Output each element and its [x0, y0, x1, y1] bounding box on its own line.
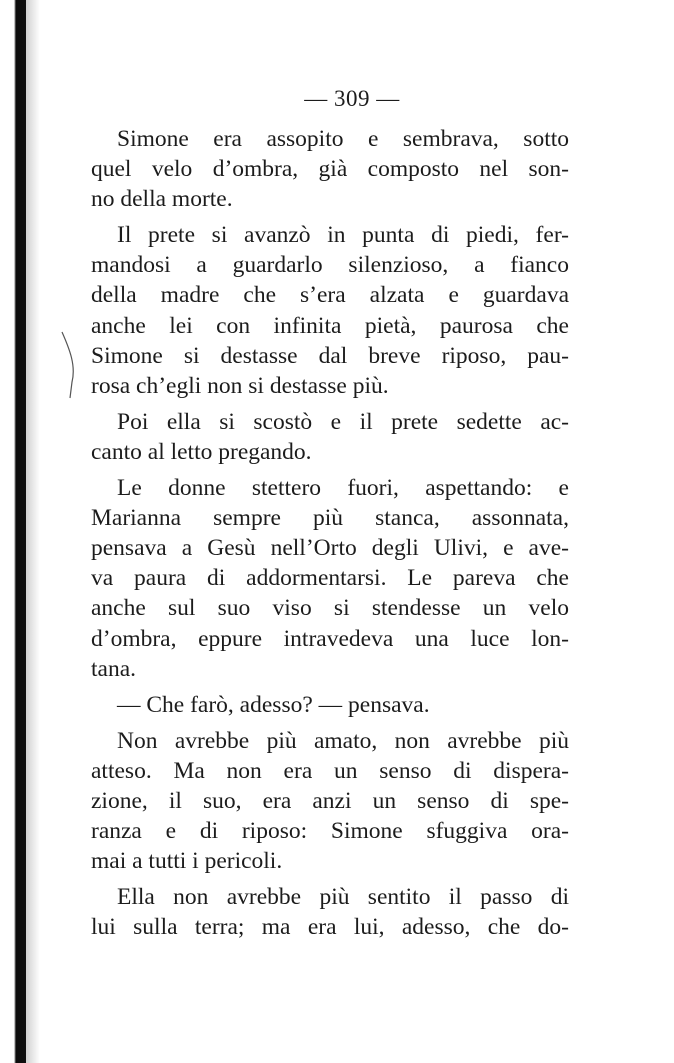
text-line: va paura di addormentarsi. Le pareva che — [91, 565, 569, 592]
book-spine-shadow — [0, 0, 26, 1063]
paragraph-2 — [91, 220, 569, 401]
text-line: quel velo d’ombra, già composto nel son- — [91, 156, 569, 183]
text-line: — Che farò, adesso? — pensava. — [117, 691, 430, 718]
text-line: pensava a Gesù nell’Orto degli Ulivi, e ave- — [91, 535, 569, 562]
paragraph-3 — [91, 407, 569, 467]
page-number: — 309 — — [304, 86, 400, 111]
text-line: Ella non avrebbe più sentito il passo di — [117, 884, 569, 911]
margin-pencil-mark — [60, 330, 80, 400]
text-line: mai a tutti i pericoli. — [91, 848, 283, 875]
text-line: ranza e di riposo: Simone sfuggiva ora- — [91, 818, 569, 845]
text-line: Simone si destasse dal breve riposo, pau- — [91, 342, 569, 369]
text-line: Poi ella si scostò e il prete sedette ac- — [117, 408, 569, 435]
text-line: della madre che s’era alzata e guardava — [91, 282, 569, 309]
gutter-shading — [26, 0, 40, 1063]
text-line: Marianna sempre più stanca, assonnata, — [91, 505, 569, 532]
text-line: lui sulla terra; ma era lui, adesso, che do- — [91, 914, 569, 941]
paragraph-5 — [91, 690, 569, 720]
text-line: canto al letto pregando. — [91, 438, 312, 465]
text-line: rosa ch’egli non si destasse più. — [91, 372, 389, 399]
text-line: Simone era assopito e sembrava, sotto — [117, 126, 569, 152]
paragraph-1 — [91, 124, 569, 214]
text-line: zione, il suo, era anzi un senso di spe- — [91, 787, 569, 814]
paragraph-7 — [91, 882, 569, 942]
paragraph-4 — [91, 473, 569, 684]
text-line: anche lei con infinita pietà, paurosa che — [91, 312, 569, 339]
paragraph-6 — [91, 726, 569, 876]
text-line: tana. — [91, 655, 137, 682]
body-text — [91, 124, 569, 942]
text-line: no della morte. — [91, 186, 233, 213]
text-line: anche sul suo viso si stendesse un velo — [91, 595, 569, 622]
text-line: atteso. Ma non era un senso di dispera- — [91, 757, 569, 784]
text-line: Il prete si avanzò in punta di piedi, fer- — [117, 222, 569, 249]
text-line: mandosi a guardarlo silenzioso, a fianco — [91, 252, 569, 279]
text-line: Non avrebbe più amato, non avrebbe più — [117, 727, 569, 754]
text-line: Le donne stettero fuori, aspettando: e — [117, 475, 569, 502]
text-line: d’ombra, eppure intravedeva una luce lon- — [91, 625, 569, 652]
